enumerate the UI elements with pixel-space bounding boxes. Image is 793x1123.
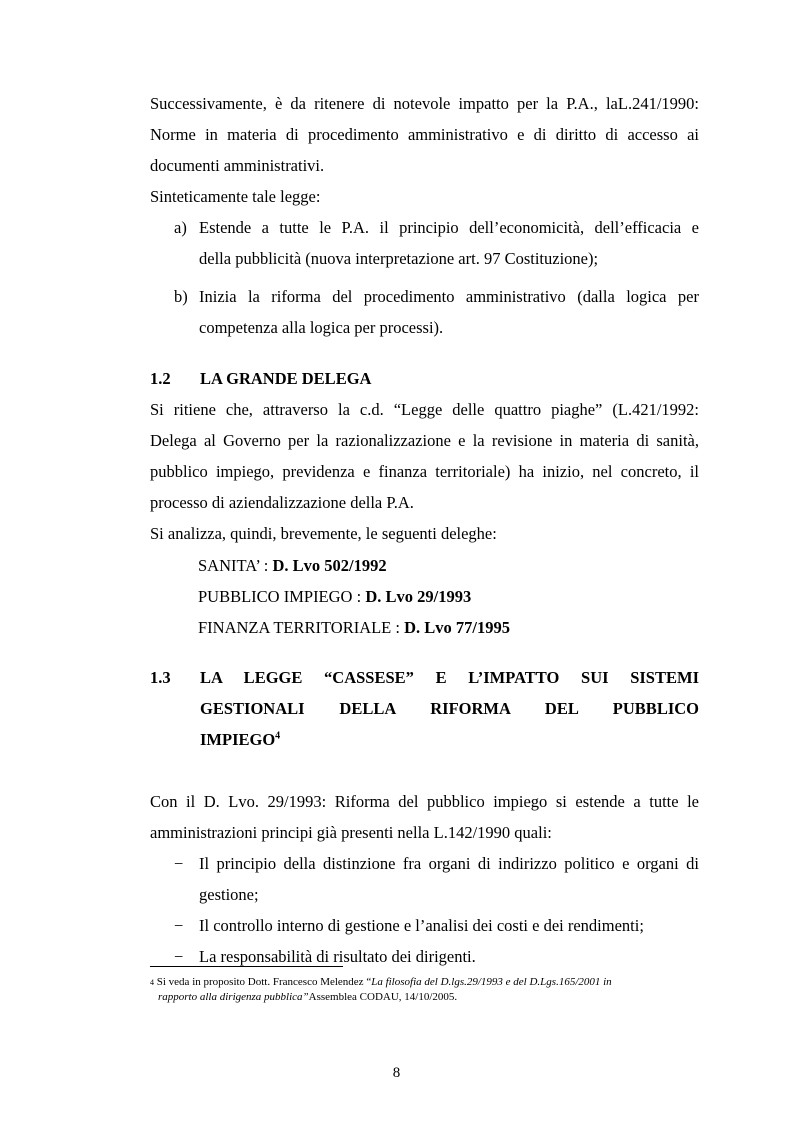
section-1-2-title: LA GRANDE DELEGA	[200, 369, 372, 388]
intro-line-2: Norme in materia di procedimento amministrativo e di diritto di accesso ai	[150, 125, 699, 144]
bullet-2-text: Il controllo interno di gestione e l’analisi dei costi e dei rendimenti;	[199, 916, 644, 935]
footnote	[150, 975, 699, 1005]
s12-line-3: pubblico impiego, previdenza e finanza territoriale) ha inizio, nel concreto, il	[150, 462, 699, 481]
delega-law: D. Lvo 29/1993	[365, 587, 472, 606]
dash-icon: −	[174, 916, 184, 935]
bullet-1-line-2: gestione;	[199, 885, 259, 904]
footnote-reference[interactable]: 4	[275, 730, 281, 742]
footnote-separator	[150, 966, 343, 967]
list-a-line-1: Estende a tutte le P.A. il principio dell’economicità, dell’efficacia e	[199, 218, 699, 237]
bullet-1-line-1: Il principio della distinzione fra organi di indirizzo politico e organi di	[199, 854, 699, 873]
delega-label: PUBBLICO IMPIEGO :	[198, 587, 366, 606]
dash-icon: −	[174, 947, 184, 966]
footnote-prefix: Si veda in proposito Dott. Francesco Melendez “	[154, 976, 372, 988]
s13-title-line-2: GESTIONALI DELLA RIFORMA DEL PUBBLICO	[200, 699, 699, 718]
delega-pubblico-impiego	[198, 581, 471, 612]
dash-icon: −	[174, 854, 184, 873]
intro-line-3: documenti amministrativi.	[150, 156, 325, 175]
delega-label: SANITA’ :	[198, 556, 273, 575]
section-1-3-paragraph	[150, 786, 699, 848]
footnote-suffix: Assemblea CODAU, 14/10/2005.	[308, 991, 458, 1003]
delega-finanza-territoriale	[198, 612, 510, 643]
s13-title-line-3: IMPIEGO	[200, 730, 276, 749]
intro-paragraph	[150, 88, 699, 212]
s13-line-2: amministrazioni principi già presenti nella L.142/1990 quali:	[150, 823, 552, 842]
delega-law: D. Lvo 502/1992	[272, 556, 387, 575]
page-number: 8	[392, 1065, 401, 1081]
intro-line-4: Sinteticamente tale legge:	[150, 187, 321, 206]
delega-sanita	[198, 550, 387, 581]
bullet-3-text: La responsabilità di risultato dei dirigenti.	[199, 947, 476, 966]
list-b-line-2: competenza alla logica per processi).	[199, 318, 444, 337]
footnote-italic-2: rapporto alla dirigenza pubblica”	[158, 991, 309, 1003]
footnote-marker: 4	[150, 978, 154, 987]
footnote-italic-1: La filosofia del D.lgs.29/1993 e del D.Lgs.165/2001 in	[371, 976, 612, 988]
delega-label: FINANZA TERRITORIALE :	[198, 618, 405, 637]
s12-line-4: processo di aziendalizzazione della P.A.	[150, 493, 414, 512]
section-1-2-number: 1.2	[150, 369, 171, 388]
list-marker-b: b)	[174, 287, 188, 306]
list-marker-a: a)	[174, 218, 187, 237]
list-b-line-1: Inizia la riforma del procedimento amministrativo (dalla logica per	[199, 287, 699, 306]
section-1-3-number: 1.3	[150, 668, 171, 687]
s12-line-5: Si analizza, quindi, brevemente, le seguenti deleghe:	[150, 524, 497, 543]
s12-line-1: Si ritiene che, attraverso la c.d. “Legge delle quattro piaghe” (L.421/1992:	[150, 400, 699, 419]
s13-title-line-1: LA LEGGE “CASSESE” E L’IMPATTO SUI SISTEMI	[200, 668, 699, 687]
s12-line-2: Delega al Governo per la razionalizzazione e la revisione in materia di sanità,	[150, 431, 699, 450]
section-1-2-paragraph	[150, 394, 699, 549]
delega-law: D. Lvo 77/1995	[404, 618, 510, 637]
intro-line-1: Successivamente, è da ritenere di notevole impatto per la P.A., laL.241/1990:	[150, 94, 699, 113]
list-a-line-2: della pubblicità (nuova interpretazione art. 97 Costituzione);	[199, 249, 599, 268]
s13-line-1: Con il D. Lvo. 29/1993: Riforma del pubblico impiego si estende a tutte le	[150, 792, 699, 811]
